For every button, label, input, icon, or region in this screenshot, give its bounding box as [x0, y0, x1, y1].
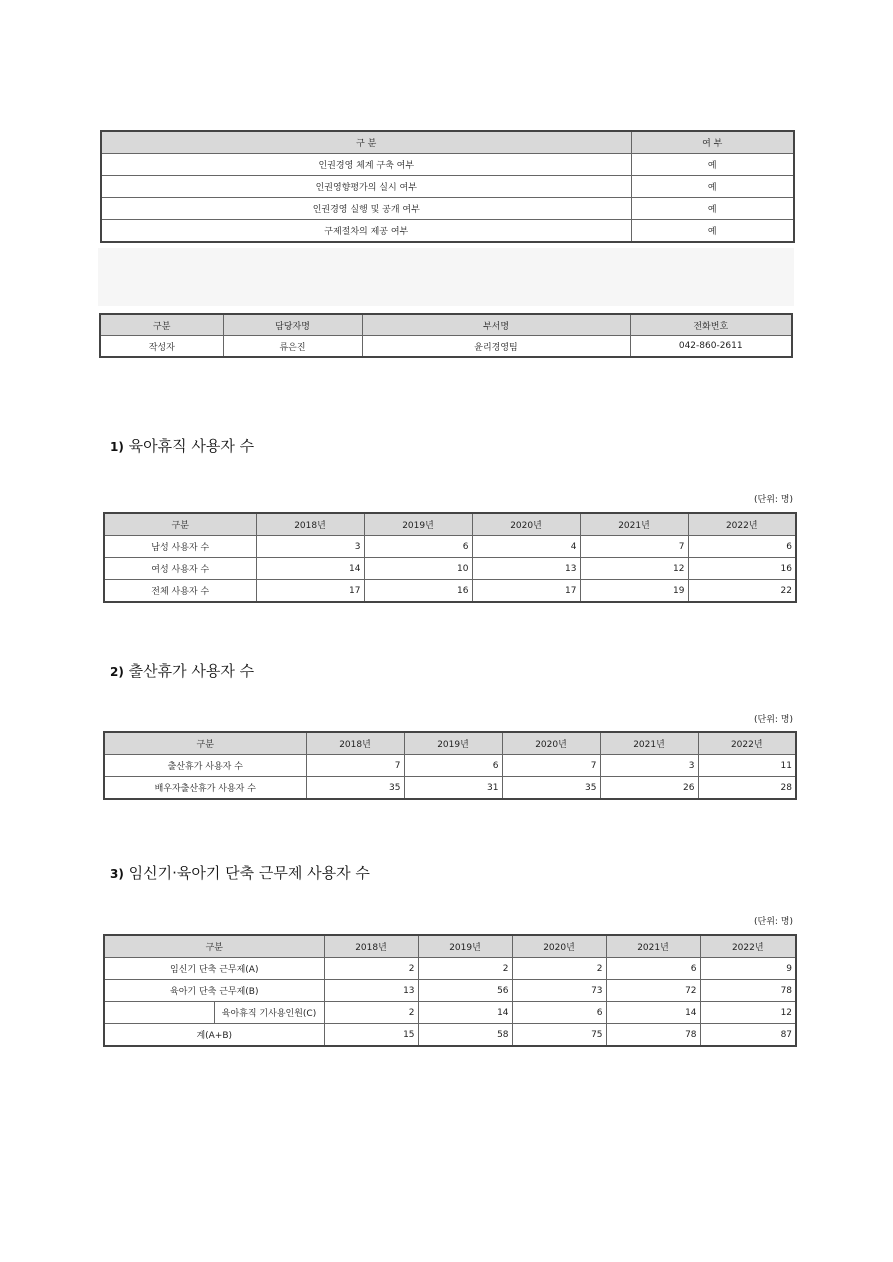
- table-cell: 2: [418, 958, 512, 980]
- table-cell: 14: [418, 1002, 512, 1024]
- table-header-row: [100, 314, 792, 336]
- table-header-row: [104, 732, 796, 755]
- table-cell: 구제절차의 제공 여부: [101, 220, 631, 243]
- row-label: 육아휴직 기사용인원(C): [214, 1002, 324, 1024]
- table-row: [101, 220, 794, 243]
- section-number: 2): [110, 665, 124, 679]
- column-header: 구 분: [101, 131, 631, 154]
- table-cell: 6: [606, 958, 700, 980]
- row-label: 여성 사용자 수: [104, 558, 256, 580]
- column-header: 2019년: [364, 513, 472, 536]
- section-heading-maternity-leave: [110, 660, 254, 681]
- table-cell: 9: [700, 958, 796, 980]
- row-label: 전체 사용자 수: [104, 580, 256, 603]
- table-row: [104, 1024, 796, 1047]
- table-cell: 12: [580, 558, 688, 580]
- table-cell: 7: [580, 536, 688, 558]
- row-label: 배우자출산휴가 사용자 수: [104, 777, 306, 800]
- table-cell: 예: [631, 154, 794, 176]
- table-cell: 78: [606, 1024, 700, 1047]
- column-header: 2020년: [472, 513, 580, 536]
- indent-spacer: [104, 1002, 214, 1024]
- table-row: [104, 580, 796, 603]
- table-cell: 작성자: [100, 336, 223, 358]
- table-cell: 인권경영 실행 및 공개 여부: [101, 198, 631, 220]
- table-row: [100, 336, 792, 358]
- table-cell: 4: [472, 536, 580, 558]
- row-label: 남성 사용자 수: [104, 536, 256, 558]
- table-cell: 10: [364, 558, 472, 580]
- table-cell: 2: [512, 958, 606, 980]
- table-cell: 17: [256, 580, 364, 603]
- table-header-row: [101, 131, 794, 154]
- table-cell: 윤리경영팀: [362, 336, 630, 358]
- column-header: 구분: [104, 732, 306, 755]
- table-cell: 35: [502, 777, 600, 800]
- table-cell: 7: [306, 755, 404, 777]
- table-cell: 28: [698, 777, 796, 800]
- table-row: [104, 980, 796, 1002]
- table-cell: 35: [306, 777, 404, 800]
- table-cell: 6: [512, 1002, 606, 1024]
- table-cell: 13: [324, 980, 418, 1002]
- table-row: [101, 176, 794, 198]
- section-heading-reduced-hours: [110, 862, 370, 883]
- table-row: [104, 536, 796, 558]
- section-heading-parental-leave: [110, 435, 254, 456]
- column-header: 전화번호: [630, 314, 792, 336]
- column-header: 2018년: [306, 732, 404, 755]
- maternity-leave-table: [103, 731, 797, 800]
- table-cell: 6: [404, 755, 502, 777]
- column-header: 2021년: [580, 513, 688, 536]
- table-cell: 56: [418, 980, 512, 1002]
- section-title: 출산휴가 사용자 수: [128, 662, 255, 680]
- parental-leave-table: [103, 512, 797, 603]
- table-cell: 16: [688, 558, 796, 580]
- table-cell: 87: [700, 1024, 796, 1047]
- column-header: 담당자명: [223, 314, 362, 336]
- table-cell: 22: [688, 580, 796, 603]
- reduced-hours-table: [103, 934, 797, 1047]
- table-cell: 12: [700, 1002, 796, 1024]
- table-cell: 17: [472, 580, 580, 603]
- table-row: [104, 558, 796, 580]
- table-cell: 78: [700, 980, 796, 1002]
- column-header: 부서명: [362, 314, 630, 336]
- section-title: 육아휴직 사용자 수: [128, 437, 255, 455]
- unit-label: (단위: 명): [754, 495, 793, 505]
- column-header: 2020년: [512, 935, 606, 958]
- column-header: 2021년: [606, 935, 700, 958]
- table-cell: 31: [404, 777, 502, 800]
- table-cell: 19: [580, 580, 688, 603]
- author-contact-table: [99, 313, 793, 358]
- table-cell: 72: [606, 980, 700, 1002]
- unit-label: (단위: 명): [754, 715, 793, 725]
- table-cell: 2: [324, 958, 418, 980]
- table-cell: 75: [512, 1024, 606, 1047]
- column-header: 2020년: [502, 732, 600, 755]
- section-number: 1): [110, 440, 124, 454]
- table-cell: 13: [472, 558, 580, 580]
- section-number: 3): [110, 867, 124, 881]
- table-cell: 58: [418, 1024, 512, 1047]
- table-cell: 예: [631, 176, 794, 198]
- table-row: [101, 198, 794, 220]
- table-cell: 7: [502, 755, 600, 777]
- table-row: [104, 755, 796, 777]
- table-row: [104, 958, 796, 980]
- table-cell: 6: [688, 536, 796, 558]
- row-label: 육아기 단축 근무제(B): [104, 980, 324, 1002]
- table-cell: 15: [324, 1024, 418, 1047]
- table-cell: 류은진: [223, 336, 362, 358]
- table-cell: 11: [698, 755, 796, 777]
- column-header: 여 부: [631, 131, 794, 154]
- column-header: 2022년: [698, 732, 796, 755]
- unit-label: (단위: 명): [754, 917, 793, 927]
- table-header-row: [104, 513, 796, 536]
- table-cell: 예: [631, 198, 794, 220]
- table-cell: 인권영향평가의 실시 여부: [101, 176, 631, 198]
- column-header: 2021년: [600, 732, 698, 755]
- table-cell: 14: [606, 1002, 700, 1024]
- table-cell: 14: [256, 558, 364, 580]
- row-label: 계(A+B): [104, 1024, 324, 1047]
- column-header: 2022년: [700, 935, 796, 958]
- table-cell: 3: [600, 755, 698, 777]
- table-row: [104, 1002, 796, 1024]
- table-cell: 16: [364, 580, 472, 603]
- table-header-row: [104, 935, 796, 958]
- table-cell: 2: [324, 1002, 418, 1024]
- column-header: 2019년: [404, 732, 502, 755]
- table-row: [101, 154, 794, 176]
- column-header: 2018년: [324, 935, 418, 958]
- column-header: 구분: [104, 935, 324, 958]
- column-header: 구분: [100, 314, 223, 336]
- table-cell: 3: [256, 536, 364, 558]
- row-label: 출산휴가 사용자 수: [104, 755, 306, 777]
- column-header: 2019년: [418, 935, 512, 958]
- table-cell: 73: [512, 980, 606, 1002]
- section-title: 임신기·육아기 단축 근무제 사용자 수: [128, 864, 370, 882]
- table-row: [104, 777, 796, 800]
- row-label: 임신기 단축 근무제(A): [104, 958, 324, 980]
- table-cell: 예: [631, 220, 794, 243]
- background-band: [98, 248, 794, 306]
- column-header: 2022년: [688, 513, 796, 536]
- table-cell: 인권경영 체계 구축 여부: [101, 154, 631, 176]
- table-cell: 26: [600, 777, 698, 800]
- table-cell: 042-860-2611: [630, 336, 792, 358]
- column-header: 구분: [104, 513, 256, 536]
- column-header: 2018년: [256, 513, 364, 536]
- table-cell: 6: [364, 536, 472, 558]
- human-rights-management-table: [100, 130, 795, 243]
